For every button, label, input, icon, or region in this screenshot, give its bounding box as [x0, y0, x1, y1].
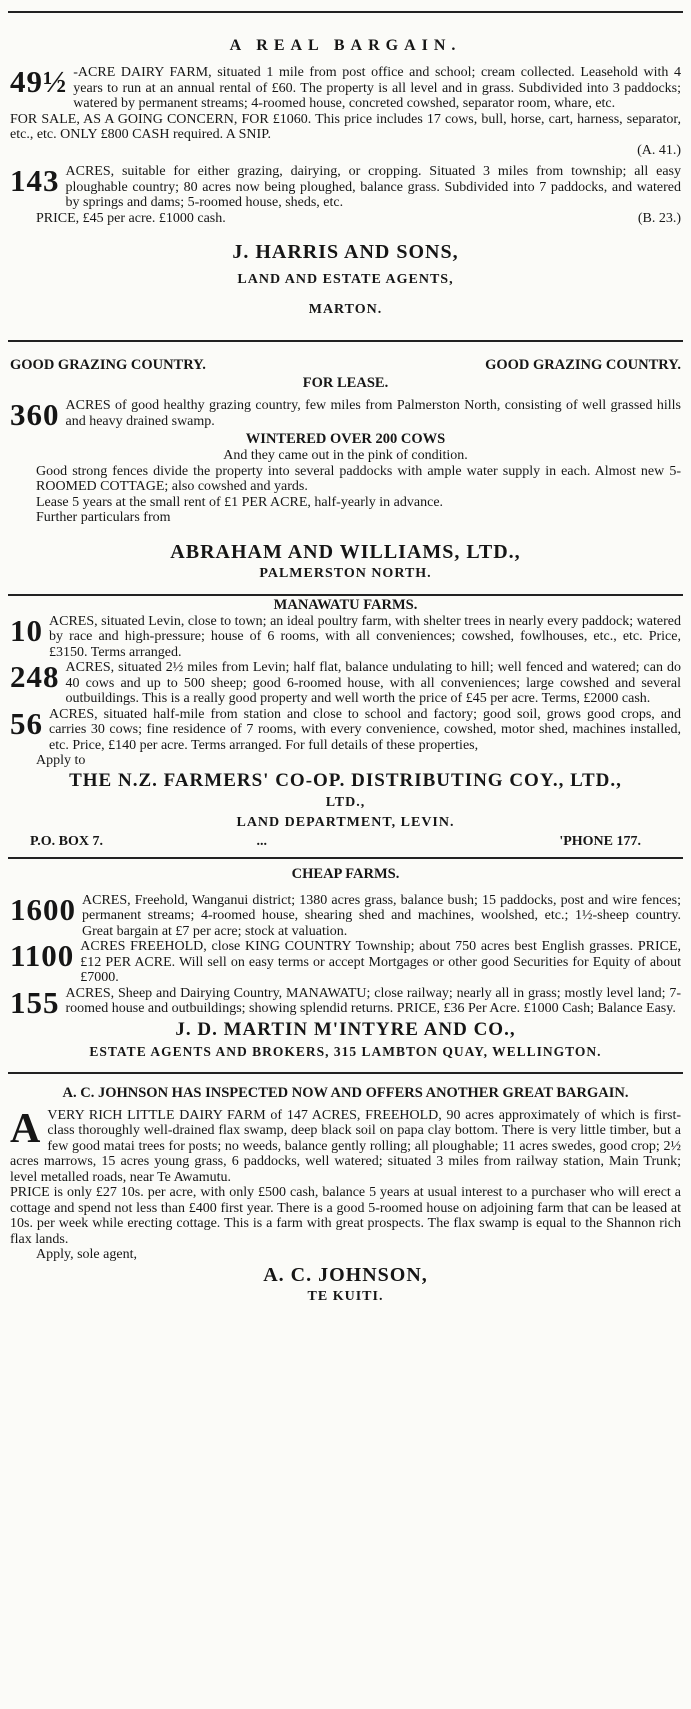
separator-dots: ...: [256, 833, 267, 849]
acreage-number: 1600: [10, 891, 76, 927]
po-box: P.O. BOX 7.: [30, 833, 103, 849]
listing-155-acres: [10, 986, 681, 1018]
listing-56-acres: [10, 707, 681, 754]
agent-title: LAND AND ESTATE AGENTS,: [237, 272, 454, 287]
drop-cap: A: [10, 1105, 42, 1152]
ad-cheap-farms: [8, 859, 683, 1072]
ad-title: A REAL BARGAIN.: [229, 37, 462, 54]
listing-text: ACRES of good healthy grazing country, few miles from Palmerston North, consisting of well grassed hills and heavy drained swamp.: [65, 398, 681, 429]
acreage-number: 1100: [10, 938, 75, 973]
acreage-number: 49½: [10, 64, 68, 99]
agent-department: LAND DEPARTMENT, LEVIN.: [236, 814, 455, 830]
listing-text: -ACRE DAIRY FARM, situated 1 mile from post office and school; cream collected. Leasehold with 4 years to run at an annual rental of £60. The property is all level and in grass. Subdivided into 3 paddocks; watered by permanent streams; 4-roomed house, concreted cowshed, separator room, whare, etc.: [73, 65, 681, 111]
listing-1100-acres: [10, 939, 681, 986]
listing-ref: (B. 23.): [637, 210, 681, 226]
agent-name: ABRAHAM AND WILLIAMS, LTD.,: [170, 540, 521, 563]
listing-ref: (A. 41.): [637, 142, 681, 158]
acreage-number: 248: [10, 659, 60, 694]
listing-143-acres: [10, 164, 681, 211]
listing-text: ACRES, situated half-mile from station and close to school and factory; good soil, grows good crops, and carries 30 cows; fine residence of 7 rooms, with every convenience, cowshed, motor shed, machines installed, etc. Price, £140 per acre. Terms arranged. For full details of these properties,: [49, 706, 681, 753]
agent-town: TE KUITI.: [307, 1288, 384, 1304]
acreage-number: 10: [10, 612, 43, 648]
apply-text: Apply to: [36, 753, 86, 768]
price-text: PRICE is only £27 10s. per acre, with only £500 cash, balance 5 years at usual interest to a purchaser who will erect a cottage and spend not less than £400 first year. There is a good 5-roomed house on adjoining farm that can be leased at 10s. per week while erecting cottage. This is a farm with great prospects. The flax swamp is equal to the Shannon rich flax lands.: [10, 1185, 681, 1247]
further-text: Further particulars from: [36, 510, 171, 525]
ad-title: CHEAP FARMS.: [291, 865, 400, 882]
listing-49-acre: [10, 65, 681, 112]
listing-10-acres: [10, 614, 681, 661]
acreage-number: 143: [10, 163, 60, 198]
ad-real-bargain: [8, 37, 683, 340]
agent-ltd: LTD.,: [325, 794, 366, 810]
acreage-number: 155: [10, 984, 60, 1020]
fences-text: Good strong fences divide the property into several paddocks with ample water supply in each. Almost new 5-ROOMED COTTAGE; also cowshed and yards.: [36, 463, 681, 494]
ad-ac-johnson: [8, 1074, 683, 1307]
sale-text: FOR SALE, AS A GOING CONCERN, FOR £1060. This price includes 17 cows, bull, horse, cart, harness, separator, etc., etc. ONLY £800 CASH required. A SNIP.: [10, 111, 681, 142]
phone-number: 'PHONE 177.: [559, 833, 641, 849]
price-text: PRICE, £45 per acre. £1000 cash.: [36, 210, 226, 226]
listing-text: ACRES, Sheep and Dairying Country, MANAWATU; close railway; nearly all in grass; mostly level land; 7-roomed house and outbuildings; showing splendid returns. PRICE, £36 Per Acre. £1000 Cash; Balance Easy.: [65, 985, 681, 1016]
listing-text: ACRES, situated 2½ miles from Levin; half flat, balance undulating to hill; well fenced and watered; can do 40 cows and up to 500 sheep; good 6-roomed house, with all conveniences; large cowshed and several outbuildings. This is a really good property and well worth the price of £45 per acre. Terms, £2000 cash.: [65, 660, 681, 706]
heading-right: GOOD GRAZING COUNTRY.: [485, 357, 681, 373]
listing-text: VERY RICH LITTLE DAIRY FARM of 147 ACRES, FREEHOLD, 90 acres approximately of which is first-class thoroughly well-drained flax swamp, deep black soil on papa clay bottom. There is very little timber, but a few good matai trees for posts; no weeds, balance gently rolling; all ploughable; 11 acres swedes, good crop; 2½ acres marrows, 15 acres young grass, 6 paddocks, well watered; situated 3 miles from railway station, Main Trunk; level metalled roads, near Te Awamutu.: [10, 1107, 681, 1185]
listing-248-acres: [10, 660, 681, 707]
newspaper-page: [0, 11, 691, 1709]
ad-title: MANAWATU FARMS.: [273, 596, 418, 613]
ad-good-grazing: [8, 342, 683, 594]
agent-town: PALMERSTON NORTH.: [259, 565, 432, 581]
top-rule: [8, 11, 683, 13]
lease-text: Lease 5 years at the small rent of £1 PER ACRE, half-yearly in advance.: [36, 494, 444, 510]
listing-360-acres: [10, 398, 681, 430]
heading-left: GOOD GRAZING COUNTRY.: [10, 357, 206, 373]
ad-heading: A. C. JOHNSON HAS INSPECTED NOW AND OFFERS ANOTHER GREAT BARGAIN.: [62, 1084, 629, 1101]
subheading: FOR LEASE.: [302, 375, 389, 391]
agent-town: MARTON.: [308, 302, 383, 317]
listing-1600-acres: [10, 893, 681, 940]
agent-name: J. D. MARTIN M'INTYRE AND CO.,: [175, 1018, 516, 1040]
listing-text: ACRES, suitable for either grazing, dairying, or cropping. Situated 3 miles from township; all easy ploughable country; 80 acres now being ploughed, balance grass. Subdivided into 7 paddocks, and watered by springs and dams; 5-roomed house, sheds, etc.: [65, 164, 681, 210]
agent-name: THE N.Z. FARMERS' CO-OP. DISTRIBUTING COY., LTD.,: [69, 769, 622, 791]
acreage-number: 360: [10, 397, 60, 432]
listing-text: ACRES, situated Levin, close to town; an ideal poultry farm, with shelter trees in nearly every paddock; watered by race and high-pressure; house of 6 rooms, with all conveniences; cowshed, fowlhouses, etc., etc. Price, £3150. Terms arranged.: [49, 613, 681, 660]
agent-address: ESTATE AGENTS AND BROKERS, 315 LAMBTON QUAY, WELLINGTON.: [89, 1043, 602, 1059]
wintered-line: WINTERED OVER 200 COWS: [245, 431, 446, 447]
agent-name: J. HARRIS AND SONS,: [232, 241, 459, 263]
listing-text: ACRES, Freehold, Wanganui district; 1380 acres grass, balance bush; 15 paddocks, post and wire fences; permanent streams; 4-roomed house, shearing shed and machines, woolshed, etc.; 1½-sheep country. Great bargain at £7 per acre; stock at valuation.: [82, 892, 681, 939]
apply-text: Apply, sole agent,: [36, 1247, 137, 1262]
acreage-number: 56: [10, 705, 43, 741]
condition-line: And they came out in the pink of condition.: [223, 448, 468, 463]
ad-manawatu-farms: [8, 596, 683, 857]
listing-dairy-farm: [10, 1105, 681, 1186]
agent-name: A. C. JOHNSON,: [263, 1263, 428, 1286]
listing-text: ACRES FREEHOLD, close KING COUNTRY Township; about 750 acres best English grasses. PRICE, £12 PER ACRE. Will sell on easy terms or accept Mortgages or other good Securities for Equity of about £7000.: [80, 939, 681, 985]
